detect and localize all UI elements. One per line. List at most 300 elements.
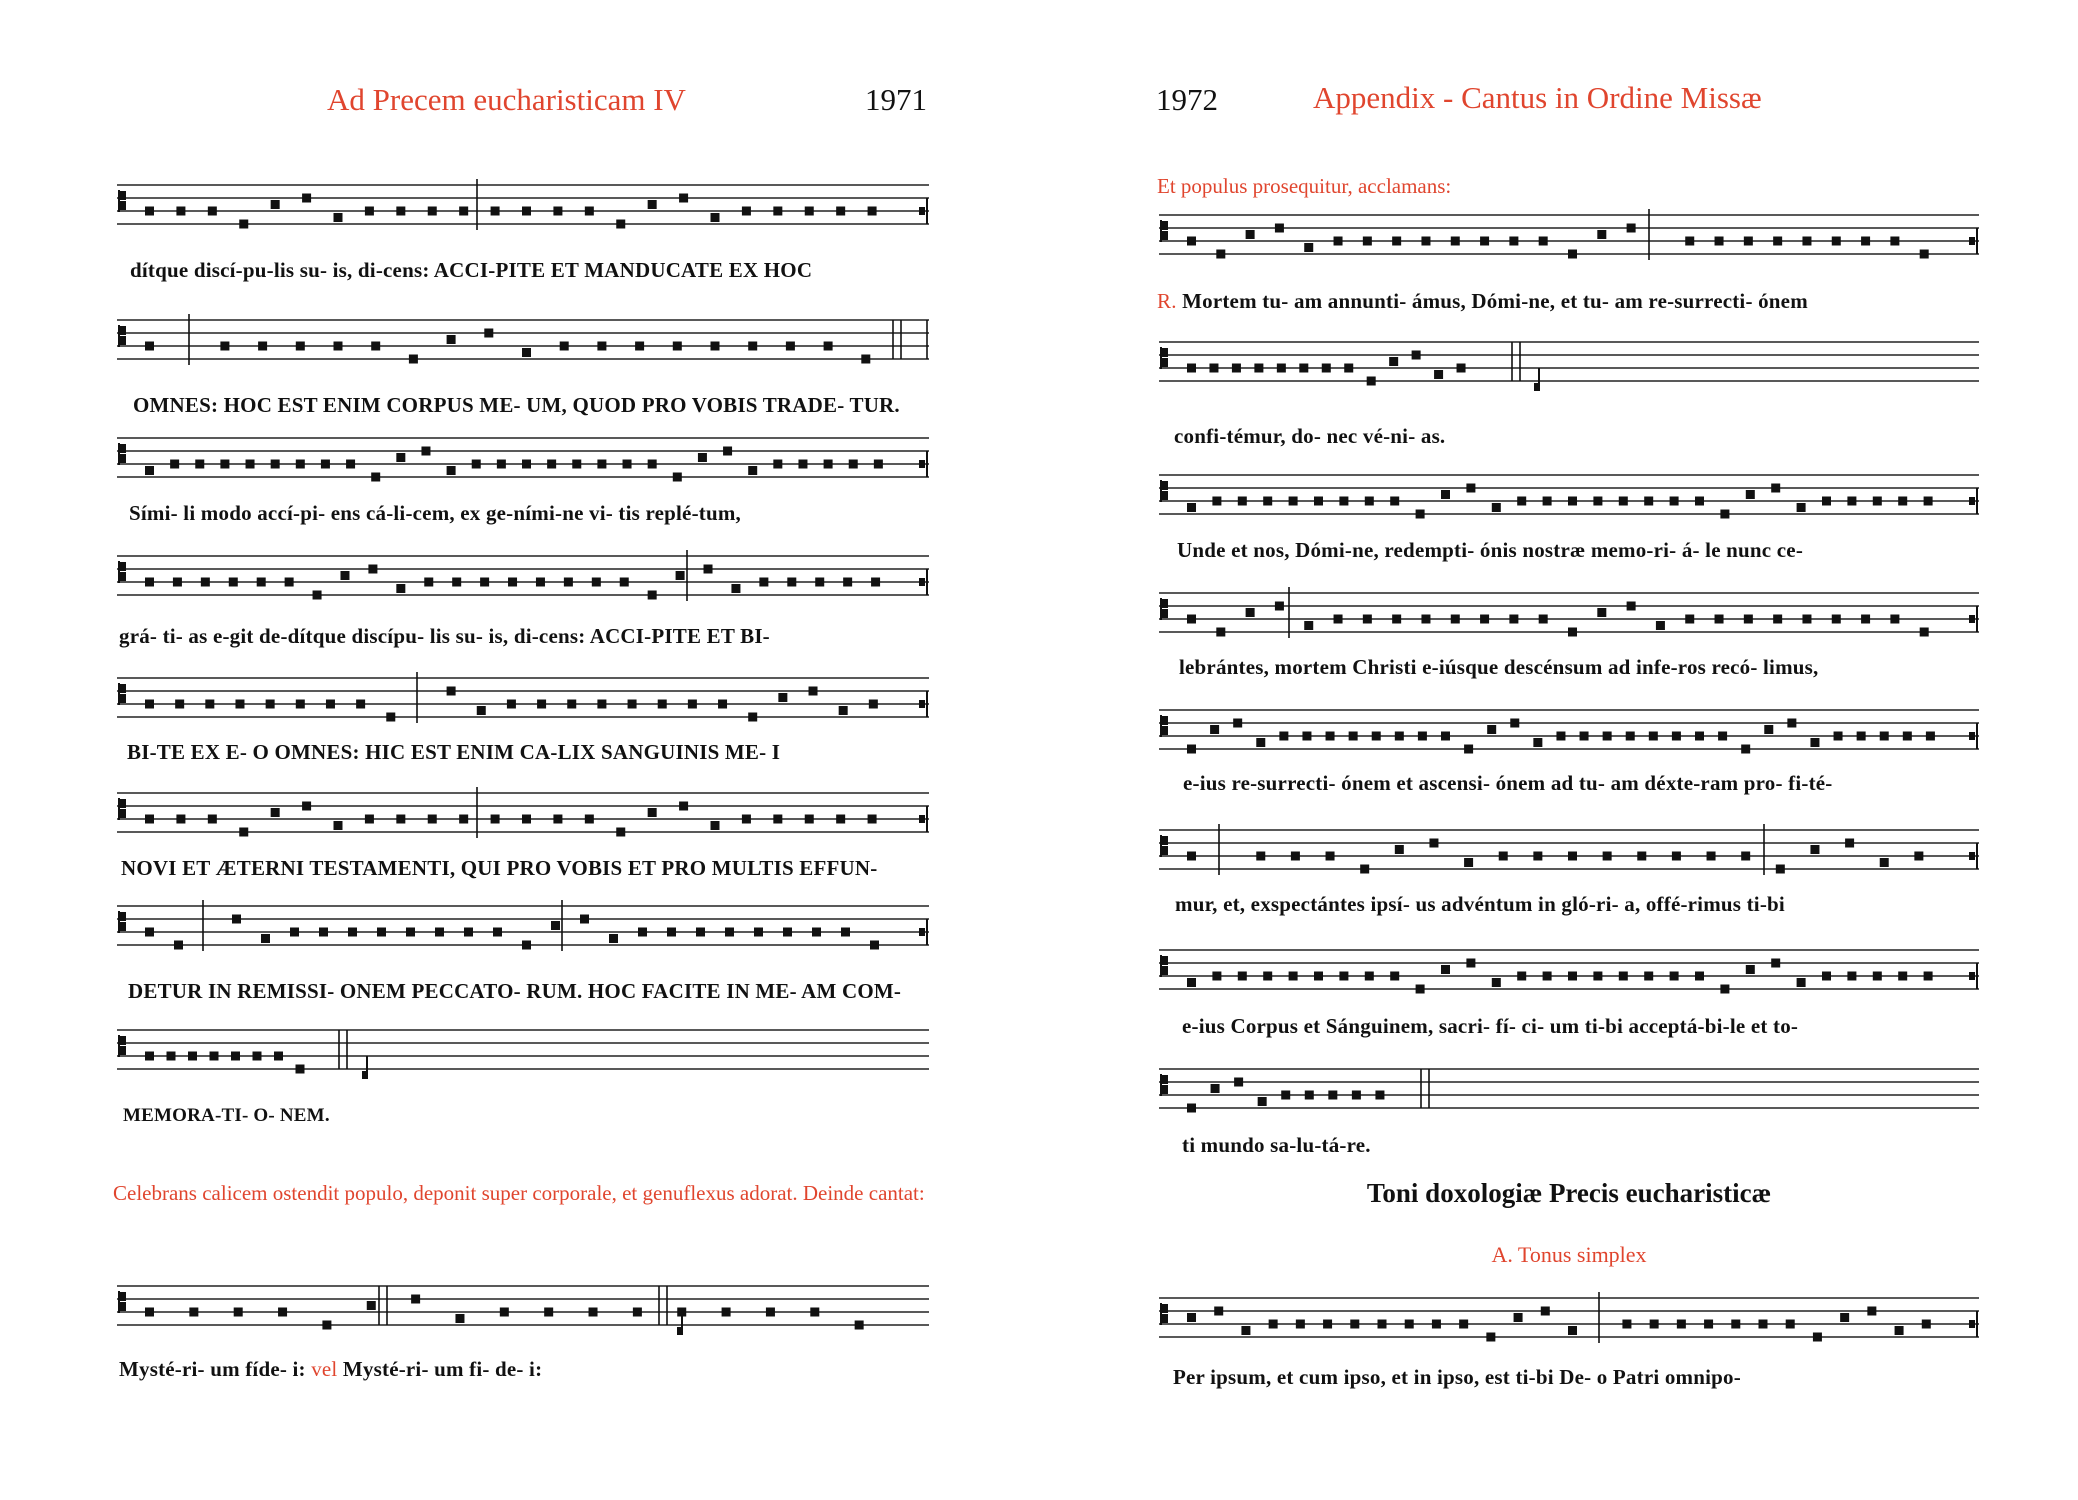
lyric-line: ti mundo sa-lu-tá-re. (1182, 1133, 1371, 1157)
neume (567, 700, 576, 709)
neume (836, 815, 845, 824)
neume (1322, 364, 1331, 373)
neume (1339, 972, 1348, 981)
neume (1580, 732, 1589, 741)
neume (1214, 1307, 1223, 1316)
neume (1603, 732, 1612, 741)
chant-staff (1159, 467, 1979, 533)
neume (748, 342, 757, 351)
neume (290, 928, 299, 937)
lyric-line: MEMORA-TI- O- NEM. (123, 1105, 330, 1126)
do-clef-icon (1160, 220, 1168, 242)
neume (1672, 852, 1681, 861)
neume (447, 335, 456, 344)
do-clef-icon (118, 561, 126, 583)
neume (246, 460, 255, 469)
neume (1263, 497, 1272, 506)
neume (679, 802, 688, 811)
neume (319, 928, 328, 937)
neume (1568, 628, 1577, 637)
neume (711, 213, 720, 222)
neume (1323, 1320, 1332, 1329)
neume (592, 578, 601, 587)
staff-lines (1159, 822, 1979, 892)
neume (711, 821, 720, 830)
lyric-line: OMNES: HOC EST ENIM CORPUS ME- UM, QUOD PRO VOBIS TRADE- TUR. (133, 393, 900, 417)
neume (406, 928, 415, 937)
neume (1363, 615, 1372, 624)
left-page (0, 0, 1000, 1500)
lyric-line (1157, 289, 1808, 314)
neume (1568, 972, 1577, 981)
neume (673, 342, 682, 351)
neume (585, 207, 594, 216)
neume (409, 355, 418, 364)
neume (1365, 972, 1374, 981)
neume (731, 584, 740, 593)
neume (145, 815, 154, 824)
do-clef-icon (118, 190, 126, 212)
neume (1246, 608, 1255, 617)
rubric: Celebrans calicem ostendit populo, deponit super corporale, et genuflexus adorat. Deinde cantat: (113, 1181, 925, 1205)
neume (766, 1308, 775, 1317)
neume (235, 700, 244, 709)
neume (1389, 357, 1398, 366)
chant-staff (1159, 207, 1979, 273)
running-title: Appendix - Cantus in Ordine Missæ (1313, 80, 1762, 115)
neume (1412, 351, 1421, 360)
staff-lines (117, 312, 929, 382)
neume (1786, 1320, 1795, 1329)
do-clef-icon (118, 1291, 126, 1313)
neume (1715, 237, 1724, 246)
neume (278, 1308, 287, 1317)
neume (748, 466, 757, 475)
neume (551, 921, 560, 930)
neume (1360, 865, 1369, 874)
neume (1822, 972, 1831, 981)
neume (396, 584, 405, 593)
lyric-line: Per ipsum, et cum ipso, et in ipso, est ti-bi De- o Patri omnipo- (1173, 1365, 1741, 1389)
neume (1741, 745, 1750, 754)
do-clef-icon (118, 443, 126, 465)
neume (704, 565, 713, 574)
neume (1847, 972, 1856, 981)
neume (597, 700, 606, 709)
neume (145, 700, 154, 709)
neume (1241, 1326, 1250, 1335)
neume (1187, 852, 1196, 861)
neume (1457, 364, 1466, 373)
neume (1672, 732, 1681, 741)
neume (1568, 852, 1577, 861)
neume (1880, 732, 1889, 741)
neume (1771, 484, 1780, 493)
staff-lines (117, 898, 929, 968)
neume (1390, 497, 1399, 506)
neume (1392, 237, 1401, 246)
neume (1209, 364, 1218, 373)
neume (1256, 852, 1265, 861)
neume (1480, 615, 1489, 624)
neume (648, 591, 657, 600)
neume (1291, 852, 1300, 861)
neume (522, 348, 531, 357)
neume (1328, 1091, 1337, 1100)
neume (1773, 615, 1782, 624)
neume (698, 453, 707, 462)
neume (1840, 1313, 1849, 1322)
neume (322, 1321, 331, 1330)
neume (1416, 510, 1425, 519)
neume (868, 207, 877, 216)
neume (748, 713, 757, 722)
neume (1187, 615, 1196, 624)
neume (239, 828, 248, 837)
neume (787, 578, 796, 587)
neume (210, 1052, 219, 1061)
chant-staff (117, 1022, 929, 1088)
neume (447, 687, 456, 696)
neume (1895, 1326, 1904, 1335)
page-number: 1972 (1156, 82, 1218, 117)
neume (1232, 364, 1241, 373)
acclamation-part-2: Mysté-ri- um fi- de- i: (342, 1357, 543, 1381)
neume (266, 700, 275, 709)
neume (302, 802, 311, 811)
neume (1650, 1320, 1659, 1329)
neume (1279, 732, 1288, 741)
neume (1416, 985, 1425, 994)
staff-lines (1159, 702, 1979, 772)
neume (296, 460, 305, 469)
neume (1314, 497, 1323, 506)
neume (1314, 972, 1323, 981)
lyric-line: DETUR IN REMISSI- ONEM PECCATO- RUM. HOC FACITE IN ME- AM COM- (128, 979, 902, 1003)
neume (1920, 250, 1929, 259)
neume (1187, 364, 1196, 373)
neume (261, 934, 270, 943)
neume (1304, 243, 1313, 252)
neume (173, 578, 182, 587)
neume (472, 460, 481, 469)
neume (477, 706, 486, 715)
neume (175, 700, 184, 709)
neume (428, 207, 437, 216)
neume (491, 815, 500, 824)
neume (1593, 972, 1602, 981)
neume (1378, 1320, 1387, 1329)
neume (1695, 497, 1704, 506)
neume (648, 460, 657, 469)
neume (1418, 732, 1427, 741)
neume (1568, 250, 1577, 259)
neume (274, 1052, 283, 1061)
lyric-line: Unde et nos, Dómi-ne, redempti- ónis nostræ memo-ri- á- le nunc ce- (1177, 538, 1804, 562)
neume (1441, 732, 1450, 741)
neume (1707, 852, 1716, 861)
neume (145, 578, 154, 587)
neume (1238, 497, 1247, 506)
neume (321, 460, 330, 469)
staff-lines (1159, 334, 1979, 404)
neume (491, 207, 500, 216)
neume (849, 460, 858, 469)
neume (1802, 237, 1811, 246)
chant-staff (117, 785, 929, 851)
neume (368, 565, 377, 574)
neume (667, 928, 676, 937)
staff-lines (117, 548, 929, 618)
neume (824, 342, 833, 351)
neume (1466, 484, 1475, 493)
neume (855, 1321, 864, 1330)
neume (145, 1308, 154, 1317)
neume (597, 342, 606, 351)
do-clef-icon (118, 1035, 126, 1057)
chant-staff (1159, 1290, 1979, 1356)
neume (1568, 1326, 1577, 1335)
neume (773, 460, 782, 469)
chant-staff (1159, 1061, 1979, 1127)
neume (1510, 719, 1519, 728)
neume (1832, 615, 1841, 624)
neume (536, 578, 545, 587)
neume (1924, 497, 1933, 506)
neume (396, 815, 405, 824)
neume (1731, 1320, 1740, 1329)
neume (1685, 237, 1694, 246)
neume (560, 342, 569, 351)
neume (1898, 972, 1907, 981)
right-page (1039, 0, 2039, 1500)
neume (145, 342, 154, 351)
neume (1289, 972, 1298, 981)
neume (1744, 615, 1753, 624)
neume (718, 700, 727, 709)
neume (480, 578, 489, 587)
chant-staff (117, 670, 929, 736)
neume (786, 342, 795, 351)
neume (1622, 1320, 1631, 1329)
neume (871, 578, 880, 587)
neume (547, 460, 556, 469)
neume (1597, 230, 1606, 239)
neume (371, 473, 380, 482)
lyric-line: lebrántes, mortem Christi e-iúsque descénsum ad infe-ros recó- limus, (1179, 655, 1819, 679)
do-clef-icon (1160, 1074, 1168, 1096)
neume (1212, 972, 1221, 981)
neume (1644, 497, 1653, 506)
neume (773, 207, 782, 216)
neume (648, 808, 657, 817)
staff-lines (1159, 942, 1979, 1012)
neume (544, 1308, 553, 1317)
lyric-line: e-ius Corpus et Sánguinem, sacri- fí- ci- um ti-bi acceptá-bi-le et to- (1182, 1014, 1799, 1038)
neume (1509, 615, 1518, 624)
neume (1627, 602, 1636, 611)
neume (773, 815, 782, 824)
neume (1787, 719, 1796, 728)
neume (553, 207, 562, 216)
neume (1695, 972, 1704, 981)
running-title: Ad Precem eucharisticam IV (327, 82, 686, 117)
neume (455, 1314, 464, 1323)
neume (1234, 1078, 1243, 1087)
do-clef-icon (1160, 598, 1168, 620)
neume (711, 342, 720, 351)
neume (1275, 602, 1284, 611)
neume (1451, 237, 1460, 246)
neume (1304, 621, 1313, 630)
neume (1603, 852, 1612, 861)
neume (1593, 497, 1602, 506)
neume (1405, 1320, 1414, 1329)
neume (1375, 1091, 1384, 1100)
neume (1517, 497, 1526, 506)
chant-staff (1159, 334, 1979, 400)
neume (1216, 628, 1225, 637)
neume (742, 815, 751, 824)
neume (589, 1308, 598, 1317)
neume (1764, 725, 1773, 734)
neume (1514, 1313, 1523, 1322)
neume (1773, 237, 1782, 246)
neume (189, 1308, 198, 1317)
neume (725, 928, 734, 937)
do-clef-icon (1160, 715, 1168, 737)
staff-lines (117, 177, 929, 247)
neume (1441, 965, 1450, 974)
neume (1543, 497, 1552, 506)
neume (507, 700, 516, 709)
neume (522, 941, 531, 950)
neume (1771, 959, 1780, 968)
neume (231, 1052, 240, 1061)
neume (1187, 745, 1196, 754)
neume (1277, 364, 1286, 373)
neume (1275, 224, 1284, 233)
neume (447, 466, 456, 475)
neume (1880, 858, 1889, 867)
neume (1486, 1333, 1495, 1342)
neume (620, 578, 629, 587)
chant-staff (117, 177, 929, 243)
neume (1568, 497, 1577, 506)
neume (1637, 852, 1646, 861)
neume (296, 700, 305, 709)
neume (386, 713, 395, 722)
neume (1539, 615, 1548, 624)
neume (839, 706, 848, 715)
neume (616, 828, 625, 837)
neume (1517, 972, 1526, 981)
neume (1920, 628, 1929, 637)
chant-staff (117, 1278, 929, 1344)
neume (836, 207, 845, 216)
chant-staff (1159, 942, 1979, 1008)
neume (1861, 237, 1870, 246)
lyric-text: Mortem tu- am annunti- ámus, Dómi-ne, et tu- am re-surrecti- ónem (1182, 289, 1808, 313)
neume (798, 460, 807, 469)
neume (1649, 732, 1658, 741)
neume (585, 815, 594, 824)
neume (1810, 738, 1819, 747)
neume (340, 571, 349, 580)
chant-staff (1159, 822, 1979, 888)
neume (1492, 503, 1501, 512)
neume (1619, 972, 1628, 981)
neume (722, 1308, 731, 1317)
neume (1429, 839, 1438, 848)
neume (1718, 732, 1727, 741)
neume (257, 578, 266, 587)
chant-staff (1159, 702, 1979, 768)
neume (313, 591, 322, 600)
neume (679, 194, 688, 203)
neume (805, 207, 814, 216)
neume (296, 342, 305, 351)
neume (1797, 978, 1806, 987)
acclamation-part-1: Mysté-ri- um fíde- i: (119, 1357, 306, 1381)
neume (754, 928, 763, 937)
neume (1334, 615, 1343, 624)
neume (1556, 732, 1565, 741)
neume (1326, 852, 1335, 861)
neume (1299, 364, 1308, 373)
chant-staff (117, 548, 929, 614)
neume (633, 1308, 642, 1317)
neume (1644, 972, 1653, 981)
neume (1695, 732, 1704, 741)
staff-lines (117, 430, 929, 500)
do-clef-icon (1160, 347, 1168, 369)
neume (1344, 364, 1353, 373)
neume (1499, 852, 1508, 861)
neume (1656, 621, 1665, 630)
neume (208, 207, 217, 216)
neume (580, 915, 589, 924)
neume (396, 453, 405, 462)
neume (1187, 978, 1196, 987)
neume (1926, 732, 1935, 741)
neume (500, 1308, 509, 1317)
neume (411, 1295, 420, 1304)
neume (688, 700, 697, 709)
neume (742, 207, 751, 216)
neume (367, 1301, 376, 1310)
neume (1434, 370, 1443, 379)
neume (1302, 732, 1311, 741)
neume (195, 460, 204, 469)
neume (1597, 608, 1606, 617)
chant-staff (117, 898, 929, 964)
neume (484, 329, 493, 338)
neume (302, 194, 311, 203)
neume (1810, 845, 1819, 854)
neume (638, 928, 647, 937)
neume (1720, 510, 1729, 519)
neume (1759, 1320, 1768, 1329)
neume (1395, 732, 1404, 741)
neume (1372, 732, 1381, 741)
neume (812, 928, 821, 937)
neume (428, 815, 437, 824)
do-clef-icon (1160, 955, 1168, 977)
neume (783, 928, 792, 937)
neume (869, 700, 878, 709)
neume (1898, 497, 1907, 506)
